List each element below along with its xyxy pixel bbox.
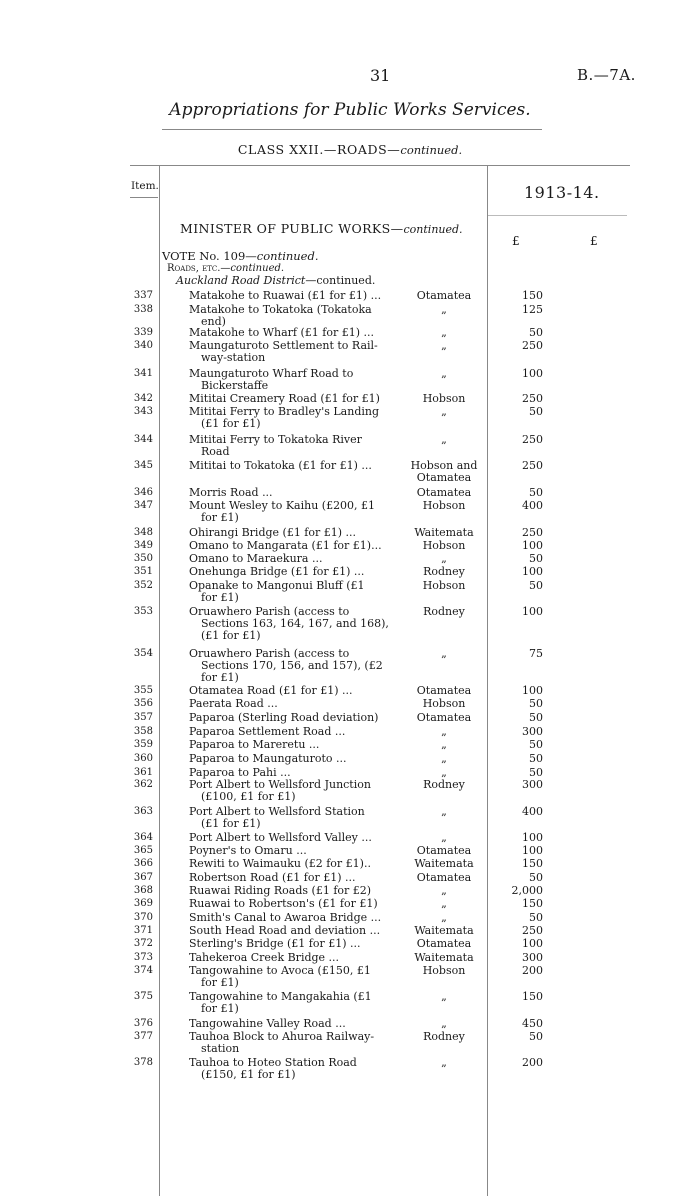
description-line: Smith's Canal to Awaroa Bridge ... bbox=[189, 911, 382, 924]
item-description bbox=[189, 726, 389, 738]
electoral-district bbox=[404, 726, 484, 738]
district-line: „ bbox=[441, 647, 447, 660]
item-description bbox=[189, 393, 389, 405]
electoral-district bbox=[404, 991, 484, 1003]
amount: 50 bbox=[529, 326, 543, 339]
item-number: 337 bbox=[133, 290, 153, 301]
district-line: „ bbox=[441, 911, 447, 924]
amount: 100 bbox=[522, 605, 543, 618]
item-number: 373 bbox=[133, 952, 153, 963]
item-description bbox=[189, 553, 389, 565]
description-line: Ruawai to Robertson's (£1 for £1) bbox=[189, 897, 378, 910]
item-number: 346 bbox=[133, 487, 153, 498]
item-number: 370 bbox=[133, 912, 153, 923]
class-heading-suffix: continued. bbox=[400, 143, 463, 157]
electoral-district bbox=[404, 698, 484, 710]
amount: 250 bbox=[522, 339, 543, 352]
description-line: Tangowahine to Avoca (£150, £1 bbox=[189, 964, 371, 977]
item-number: 340 bbox=[133, 340, 153, 351]
electoral-district bbox=[404, 952, 484, 964]
electoral-district bbox=[404, 393, 484, 405]
item-description bbox=[189, 832, 389, 844]
item-description bbox=[189, 648, 389, 684]
item-number: 345 bbox=[133, 460, 153, 471]
electoral-district bbox=[404, 580, 484, 592]
item-number: 362 bbox=[133, 779, 153, 790]
electoral-district bbox=[404, 327, 484, 339]
item-description bbox=[189, 952, 389, 964]
item-description bbox=[189, 858, 389, 870]
amount: 200 bbox=[522, 1056, 543, 1069]
district-line: „ bbox=[441, 738, 447, 751]
item-header-rule bbox=[130, 197, 158, 198]
electoral-district bbox=[404, 885, 484, 897]
electoral-district bbox=[404, 912, 484, 924]
district-line: Rodney bbox=[423, 565, 465, 578]
district-line: Hobson bbox=[422, 499, 466, 512]
district-line: „ bbox=[441, 326, 447, 339]
year-rule bbox=[487, 215, 627, 216]
item-description bbox=[189, 540, 389, 552]
amount: 100 bbox=[522, 565, 543, 578]
electoral-district bbox=[404, 1057, 484, 1069]
district-line: Hobson bbox=[422, 964, 466, 977]
electoral-district bbox=[404, 460, 484, 484]
description-line: for £1) bbox=[201, 511, 239, 524]
description-line: Maungaturoto Settlement to Rail- bbox=[189, 339, 378, 352]
district-line: Hobson and bbox=[410, 459, 478, 472]
district-line: „ bbox=[441, 339, 447, 352]
amount: 100 bbox=[522, 367, 543, 380]
electoral-district bbox=[404, 487, 484, 499]
amount: 125 bbox=[522, 303, 543, 316]
district-line: Otamatea bbox=[416, 844, 472, 857]
description-line: Sterling's Bridge (£1 for £1) ... bbox=[189, 937, 361, 950]
description-line: (£150, £1 for £1) bbox=[201, 1068, 296, 1081]
item-number: 351 bbox=[133, 566, 153, 577]
item-description bbox=[189, 845, 389, 857]
item-number: 344 bbox=[133, 434, 153, 445]
amount: 250 bbox=[522, 433, 543, 446]
electoral-district bbox=[404, 898, 484, 910]
amount: 100 bbox=[522, 831, 543, 844]
item-description bbox=[189, 368, 389, 392]
item-number: 354 bbox=[133, 648, 153, 659]
description-line: end) bbox=[201, 315, 226, 328]
description-line: Matakohe to Tokatoka (Tokatoka bbox=[189, 303, 372, 316]
item-number: 361 bbox=[133, 767, 153, 778]
amount-column-divider bbox=[487, 166, 488, 1196]
description-line: way-station bbox=[201, 351, 266, 364]
description-line: for £1) bbox=[201, 591, 239, 604]
description-line: Omano to Mangarata (£1 for £1)... bbox=[189, 539, 382, 552]
description-line: Port Albert to Wellsford Station bbox=[189, 805, 365, 818]
district-line: „ bbox=[441, 405, 447, 418]
description-line: Opanake to Mangonui Bluff (£1 bbox=[189, 579, 365, 592]
description-line: Oruawhero Parish (access to bbox=[189, 647, 350, 660]
amount: 300 bbox=[522, 951, 543, 964]
district-line: Otamatea bbox=[416, 871, 472, 884]
description-line: Matakohe to Ruawai (£1 for £1) ... bbox=[189, 289, 382, 302]
district-line: „ bbox=[441, 990, 447, 1003]
district-line: „ bbox=[441, 766, 447, 779]
item-description bbox=[189, 739, 389, 751]
electoral-district bbox=[404, 779, 484, 791]
electoral-district bbox=[404, 648, 484, 660]
description-line: for £1) bbox=[201, 1002, 239, 1015]
description-line: Maungaturoto Wharf Road to bbox=[189, 367, 354, 380]
electoral-district bbox=[404, 1031, 484, 1043]
electoral-district bbox=[404, 368, 484, 380]
item-description bbox=[189, 753, 389, 765]
amount: 100 bbox=[522, 539, 543, 552]
item-description bbox=[189, 779, 389, 803]
vote-heading bbox=[162, 250, 319, 262]
district-line: „ bbox=[441, 725, 447, 738]
amount: 50 bbox=[529, 911, 543, 924]
item-description bbox=[189, 965, 389, 989]
class-heading bbox=[0, 142, 700, 157]
description-line: Tauhoa Block to Ahuroa Railway- bbox=[189, 1030, 375, 1043]
description-line: Tangowahine Valley Road ... bbox=[189, 1017, 346, 1030]
item-number: 376 bbox=[133, 1018, 153, 1029]
description-line: Tangowahine to Mangakahia (£1 bbox=[189, 990, 372, 1003]
item-description bbox=[189, 712, 389, 724]
amount: 150 bbox=[522, 990, 543, 1003]
item-number: 353 bbox=[133, 606, 153, 617]
description-line: Mititai Creamery Road (£1 for £1) bbox=[189, 392, 380, 405]
description-line: Robertson Road (£1 for £1) ... bbox=[189, 871, 356, 884]
amount: 100 bbox=[522, 684, 543, 697]
description-line: Rewiti to Waimauku (£2 for £1).. bbox=[189, 857, 371, 870]
amount: 150 bbox=[522, 857, 543, 870]
item-description bbox=[189, 406, 389, 430]
amount: 50 bbox=[529, 486, 543, 499]
amount: 50 bbox=[529, 738, 543, 751]
description-line: Poyner's to Omaru ... bbox=[189, 844, 307, 857]
item-description bbox=[189, 566, 389, 578]
amount: 100 bbox=[522, 937, 543, 950]
amount: 100 bbox=[522, 844, 543, 857]
item-number: 369 bbox=[133, 898, 153, 909]
vote-main: VOTE No. 109— bbox=[162, 249, 257, 263]
electoral-district bbox=[404, 406, 484, 418]
electoral-district bbox=[404, 304, 484, 316]
description-line: Oruawhero Parish (access to bbox=[189, 605, 350, 618]
amount: 400 bbox=[522, 805, 543, 818]
item-number: 359 bbox=[133, 739, 153, 750]
electoral-district bbox=[404, 806, 484, 818]
district-suffix: continued. bbox=[316, 274, 376, 287]
electoral-district bbox=[404, 712, 484, 724]
description-line: Mititai Ferry to Bradley's Landing bbox=[189, 405, 380, 418]
district-line: „ bbox=[441, 752, 447, 765]
item-description bbox=[189, 925, 389, 937]
amount: 50 bbox=[529, 697, 543, 710]
item-description bbox=[189, 460, 389, 472]
item-number: 375 bbox=[133, 991, 153, 1002]
district-line: Otamatea bbox=[416, 937, 472, 950]
electoral-district bbox=[404, 566, 484, 578]
electoral-district bbox=[404, 739, 484, 751]
amount: 250 bbox=[522, 924, 543, 937]
item-number: 377 bbox=[133, 1031, 153, 1042]
electoral-district bbox=[404, 434, 484, 446]
district-line: Otamatea bbox=[416, 684, 472, 697]
district-line: „ bbox=[441, 805, 447, 818]
amount: 150 bbox=[522, 897, 543, 910]
item-description bbox=[189, 698, 389, 710]
item-column-divider bbox=[159, 166, 160, 1196]
district-main: Auckland Road District— bbox=[176, 274, 317, 287]
item-description bbox=[189, 487, 389, 499]
amount: 50 bbox=[529, 766, 543, 779]
page-title: Appropriations for Public Works Services. bbox=[169, 100, 531, 120]
amount: 150 bbox=[522, 289, 543, 302]
district-line: Waitemata bbox=[414, 526, 474, 539]
item-number: 374 bbox=[133, 965, 153, 976]
electoral-district bbox=[404, 553, 484, 565]
description-line: Port Albert to Wellsford Valley ... bbox=[189, 831, 372, 844]
item-description bbox=[189, 580, 389, 604]
item-description bbox=[189, 1057, 389, 1081]
item-number: 371 bbox=[133, 925, 153, 936]
electoral-district bbox=[404, 753, 484, 765]
item-description bbox=[189, 872, 389, 884]
electoral-district bbox=[404, 685, 484, 697]
description-line: (£100, £1 for £1) bbox=[201, 790, 296, 803]
description-line: Road bbox=[201, 445, 230, 458]
district-line: Otamatea bbox=[416, 486, 472, 499]
item-description bbox=[189, 1031, 389, 1055]
electoral-district bbox=[404, 290, 484, 302]
item-number: 363 bbox=[133, 806, 153, 817]
description-line: Sections 163, 164, 167, and 168), bbox=[201, 617, 389, 630]
description-line: Mititai to Tokatoka (£1 for £1) ... bbox=[189, 459, 372, 472]
amount: 50 bbox=[529, 1030, 543, 1043]
electoral-district bbox=[404, 1018, 484, 1030]
item-number: 342 bbox=[133, 393, 153, 404]
district-line: Hobson bbox=[422, 697, 466, 710]
minister-suffix: continued. bbox=[403, 223, 463, 236]
item-description bbox=[189, 290, 389, 302]
item-number: 355 bbox=[133, 685, 153, 696]
item-number: 356 bbox=[133, 698, 153, 709]
item-number: 372 bbox=[133, 938, 153, 949]
pound-column-1: £ bbox=[512, 234, 520, 248]
description-line: South Head Road and deviation ... bbox=[189, 924, 381, 937]
district-line: Rodney bbox=[423, 605, 465, 618]
section-suffix: continued. bbox=[230, 263, 285, 274]
district-line: Waitemata bbox=[414, 951, 474, 964]
district-line: „ bbox=[441, 552, 447, 565]
description-line: Matakohe to Wharf (£1 for £1) ... bbox=[189, 326, 375, 339]
description-line: Mititai Ferry to Tokatoka River bbox=[189, 433, 362, 446]
district-line: „ bbox=[441, 433, 447, 446]
header-top-rule bbox=[130, 165, 630, 166]
year-column-header: 1913-14. bbox=[524, 183, 600, 202]
district-line: „ bbox=[441, 1056, 447, 1069]
item-number: 368 bbox=[133, 885, 153, 896]
amount: 75 bbox=[529, 647, 543, 660]
item-number: 339 bbox=[133, 327, 153, 338]
item-description bbox=[189, 606, 389, 642]
item-description bbox=[189, 938, 389, 950]
electoral-district bbox=[404, 845, 484, 857]
district-line: „ bbox=[441, 884, 447, 897]
item-number: 366 bbox=[133, 858, 153, 869]
item-number: 338 bbox=[133, 304, 153, 315]
item-column-header: Item. bbox=[131, 180, 159, 192]
vote-suffix: continued. bbox=[256, 249, 319, 263]
item-description bbox=[189, 527, 389, 539]
district-line: Waitemata bbox=[414, 924, 474, 937]
description-line: Tauhoa to Hoteo Station Road bbox=[189, 1056, 357, 1069]
description-line: Port Albert to Wellsford Junction bbox=[189, 778, 371, 791]
item-number: 350 bbox=[133, 553, 153, 564]
description-line: Bickerstaffe bbox=[201, 379, 269, 392]
district-line: Otamatea bbox=[416, 289, 472, 302]
item-description bbox=[189, 991, 389, 1015]
amount: 50 bbox=[529, 552, 543, 565]
description-line: Ohirangi Bridge (£1 for £1) ... bbox=[189, 526, 357, 539]
title-rule bbox=[162, 129, 542, 130]
description-line: Paparoa to Mareretu ... bbox=[189, 738, 320, 751]
item-number: 357 bbox=[133, 712, 153, 723]
description-line: Ruawai Riding Roads (£1 for £2) bbox=[189, 884, 372, 897]
district-heading bbox=[176, 275, 375, 287]
amount: 450 bbox=[522, 1017, 543, 1030]
electoral-district bbox=[404, 832, 484, 844]
item-description bbox=[189, 500, 389, 524]
page-number: 31 bbox=[370, 66, 391, 85]
item-description bbox=[189, 304, 389, 328]
description-line: Paparoa to Pahi ... bbox=[189, 766, 291, 779]
item-description bbox=[189, 327, 389, 339]
district-line: Rodney bbox=[423, 1030, 465, 1043]
district-line: „ bbox=[441, 367, 447, 380]
amount: 250 bbox=[522, 392, 543, 405]
district-line: Hobson bbox=[422, 392, 466, 405]
amount: 300 bbox=[522, 725, 543, 738]
description-line: (£1 for £1) bbox=[201, 817, 261, 830]
district-line: „ bbox=[441, 897, 447, 910]
description-line: Sections 170, 156, and 157), (£2 bbox=[201, 659, 383, 672]
description-line: for £1) bbox=[201, 976, 239, 989]
electoral-district bbox=[404, 925, 484, 937]
electoral-district bbox=[404, 540, 484, 552]
item-description bbox=[189, 434, 389, 458]
minister-main: MINISTER OF PUBLIC WORKS— bbox=[180, 221, 404, 236]
amount: 250 bbox=[522, 526, 543, 539]
description-line: Paparoa (Sterling Road deviation) bbox=[189, 711, 379, 724]
item-number: 378 bbox=[133, 1057, 153, 1068]
description-line: station bbox=[201, 1042, 240, 1055]
description-line: Tahekeroa Creek Bridge ... bbox=[189, 951, 340, 964]
document-reference: B.—7A. bbox=[577, 66, 636, 84]
description-line: (£1 for £1) bbox=[201, 629, 261, 642]
amount: 50 bbox=[529, 752, 543, 765]
description-line: Paparoa to Maungaturoto ... bbox=[189, 752, 347, 765]
amount: 50 bbox=[529, 711, 543, 724]
electoral-district bbox=[404, 858, 484, 870]
electoral-district bbox=[404, 872, 484, 884]
electoral-district bbox=[404, 527, 484, 539]
item-description bbox=[189, 340, 389, 364]
amount: 250 bbox=[522, 459, 543, 472]
district-line: Hobson bbox=[422, 579, 466, 592]
item-number: 365 bbox=[133, 845, 153, 856]
item-description bbox=[189, 885, 389, 897]
description-line: Onehunga Bridge (£1 for £1) ... bbox=[189, 565, 365, 578]
item-description bbox=[189, 685, 389, 697]
description-line: Paerata Road ... bbox=[189, 697, 278, 710]
item-number: 358 bbox=[133, 726, 153, 737]
amount: 50 bbox=[529, 871, 543, 884]
description-line: (£1 for £1) bbox=[201, 417, 261, 430]
item-number: 348 bbox=[133, 527, 153, 538]
electoral-district bbox=[404, 965, 484, 977]
electoral-district bbox=[404, 500, 484, 512]
district-line: „ bbox=[441, 303, 447, 316]
item-number: 347 bbox=[133, 500, 153, 511]
description-line: for £1) bbox=[201, 671, 239, 684]
amount: 50 bbox=[529, 579, 543, 592]
electoral-district bbox=[404, 606, 484, 618]
item-description bbox=[189, 898, 389, 910]
amount: 2,000 bbox=[511, 884, 543, 897]
item-number: 360 bbox=[133, 753, 153, 764]
district-line: Hobson bbox=[422, 539, 466, 552]
district-line: Waitemata bbox=[414, 857, 474, 870]
item-number: 367 bbox=[133, 872, 153, 883]
electoral-district bbox=[404, 340, 484, 352]
amount: 400 bbox=[522, 499, 543, 512]
description-line: Otamatea Road (£1 for £1) ... bbox=[189, 684, 353, 697]
district-line: Otamatea bbox=[416, 471, 472, 484]
district-line: Rodney bbox=[423, 778, 465, 791]
item-description bbox=[189, 1018, 389, 1030]
amount: 200 bbox=[522, 964, 543, 977]
district-line: Otamatea bbox=[416, 711, 472, 724]
class-heading-main: CLASS XXII.—ROADS— bbox=[237, 142, 401, 157]
section-main: Roads, etc.— bbox=[167, 263, 231, 274]
item-description bbox=[189, 806, 389, 830]
description-line: Morris Road ... bbox=[189, 486, 273, 499]
district-line: „ bbox=[441, 1017, 447, 1030]
item-number: 341 bbox=[133, 368, 153, 379]
item-description bbox=[189, 912, 389, 924]
item-number: 343 bbox=[133, 406, 153, 417]
minister-heading bbox=[180, 221, 463, 236]
description-line: Omano to Maraekura ... bbox=[189, 552, 323, 565]
item-number: 364 bbox=[133, 832, 153, 843]
description-line: Paparoa Settlement Road ... bbox=[189, 725, 346, 738]
item-number: 349 bbox=[133, 540, 153, 551]
pound-column-2: £ bbox=[590, 234, 598, 248]
amount: 50 bbox=[529, 405, 543, 418]
description-line: Mount Wesley to Kaihu (£200, £1 bbox=[189, 499, 376, 512]
electoral-district bbox=[404, 938, 484, 950]
amount: 300 bbox=[522, 778, 543, 791]
item-number: 352 bbox=[133, 580, 153, 591]
district-line: „ bbox=[441, 831, 447, 844]
